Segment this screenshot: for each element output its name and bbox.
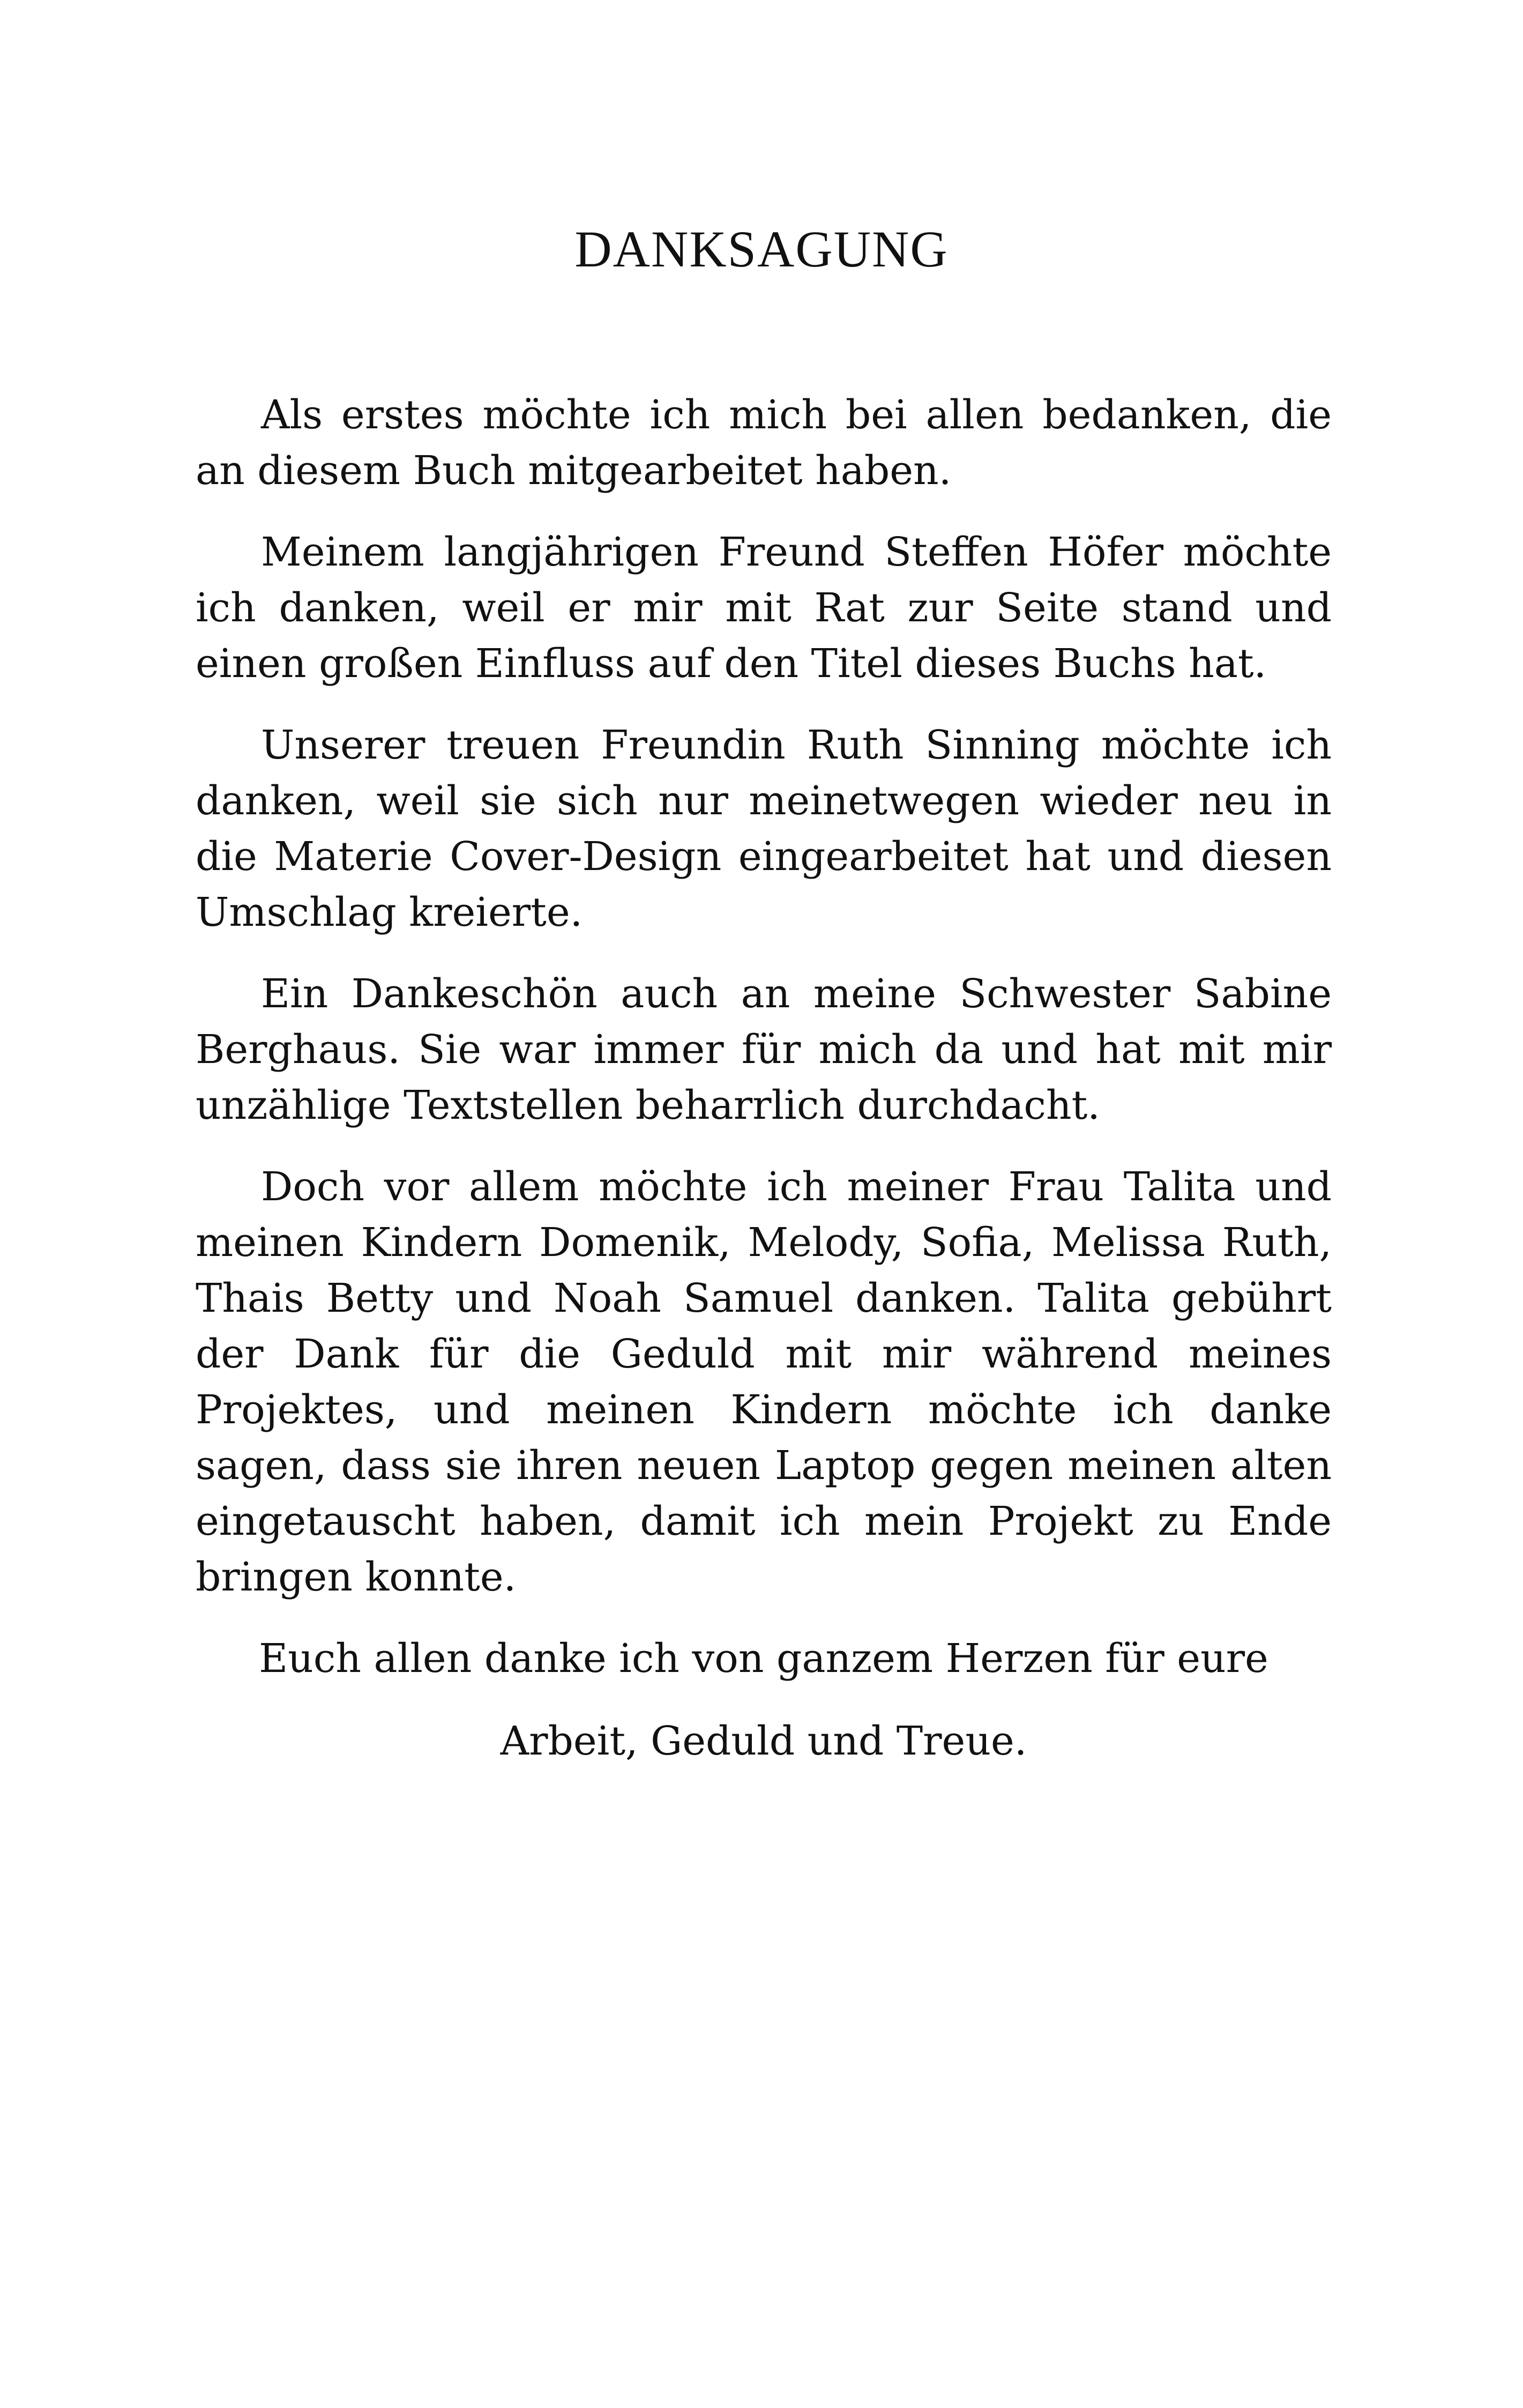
- closing-line-2: Arbeit, Geduld und Treue.: [500, 1718, 1027, 1764]
- paragraph-sabine: Ein Dankeschön auch an meine Schwester Sabine Berghaus. Sie war immer für mich da und hat mit mir unzählige Textstellen beharrlich durchdacht.: [196, 971, 1332, 1128]
- acknowledgements-body: [196, 387, 1332, 1769]
- paragraph-intro: Als erstes möchte ich mich bei allen bedanken, die an diesem Buch mitgearbeitet haben.: [196, 392, 1332, 494]
- paragraph-ruth: Unserer treuen Freundin Ruth Sinning möchte ich danken, weil sie sich nur meinetwegen wieder neu in die Materie Cover-Design eingearbeitet hat und diesen Umschlag kreierte.: [196, 722, 1332, 935]
- closing-line-1: Euch allen danke ich von ganzem Herzen für eure: [259, 1636, 1268, 1682]
- paragraph-steffen: Meinem langjährigen Freund Steffen Höfer möchte ich danken, weil er mir mit Rat zur Seite stand und einen großen Einfluss auf den Titel dieses Buchs hat.: [196, 529, 1332, 687]
- paragraph-family: Doch vor allem möchte ich meiner Frau Talita und meinen Kindern Domenik, Melody, Sofia, Melissa Ruth, Thais Betty und Noah Samuel danken. Talita gebührt der Dank für die Geduld mit mir während meines Projektes, und meinen Kindern möchte ich danke sagen, dass sie ihren neuen Laptop gegen meinen alten eingetauscht haben, damit ich mein Projekt zu Ende bringen konnte.: [196, 1164, 1332, 1600]
- page-title: DANKSAGUNG: [574, 220, 949, 278]
